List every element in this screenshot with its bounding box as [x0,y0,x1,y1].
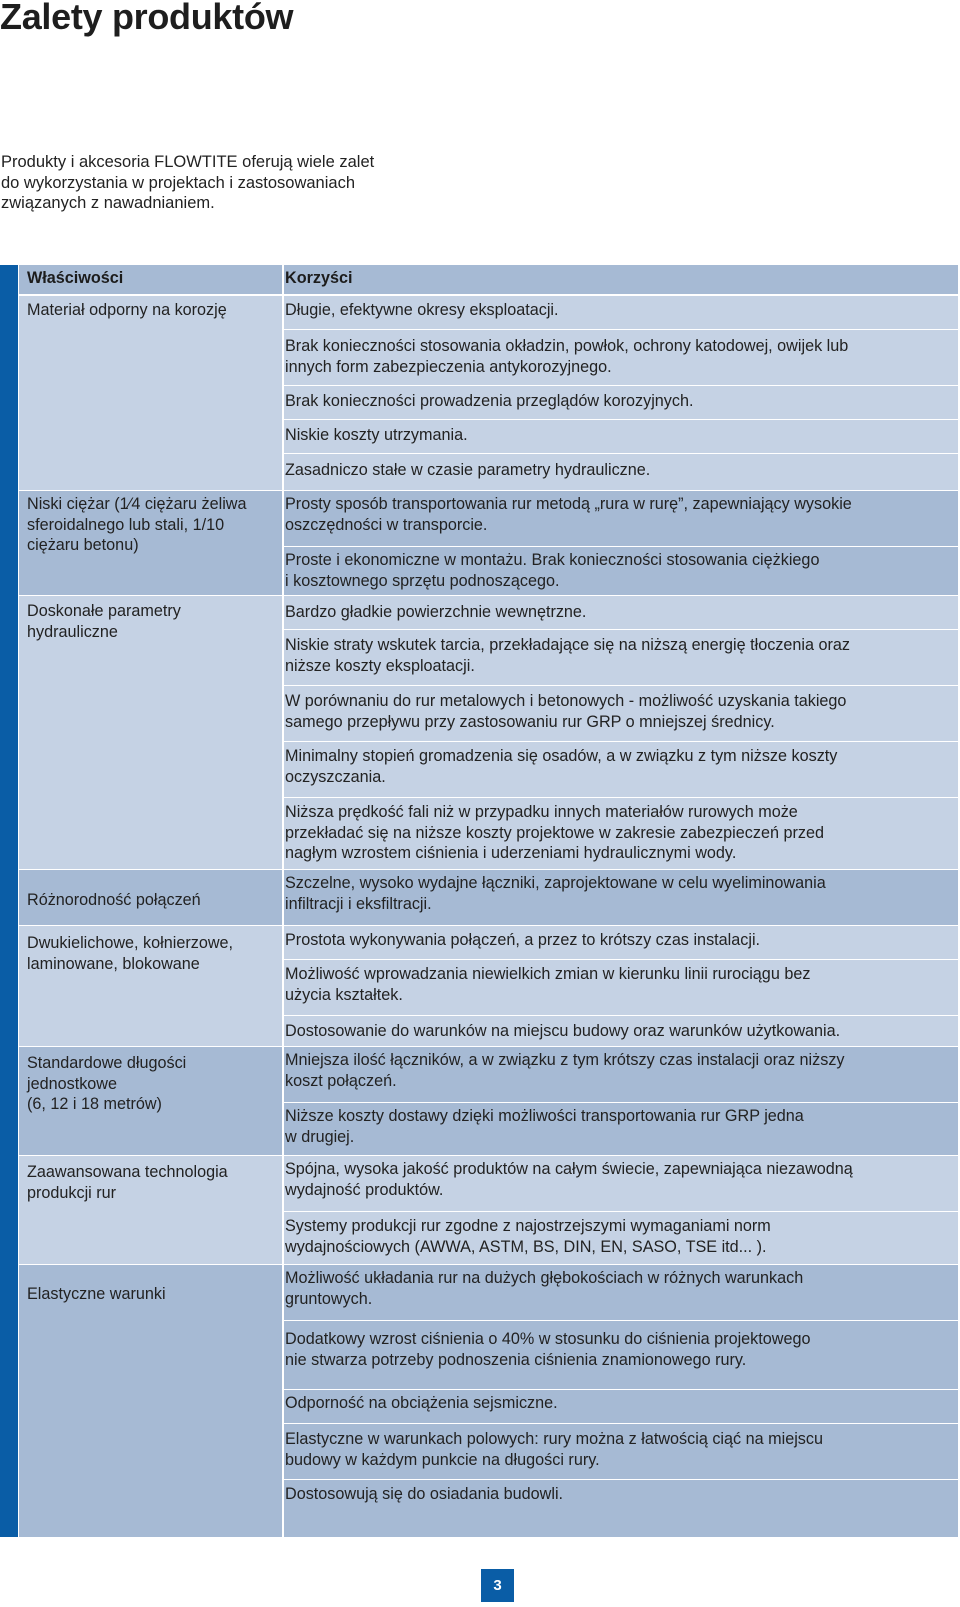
benefit-cell [284,630,958,685]
header-properties: Właściwości [19,265,282,294]
benefit-cell [284,1016,958,1046]
property-cell [19,870,282,925]
property-cell-line: Niski ciężar (1⁄4 ciężaru żeliwa [27,495,247,513]
property-cell-line: Dwukielichowe, kołnierzowe, [27,934,234,952]
benefit-cell-line: nie stwarza potrzeby podnoszenia ciśnienia znamionowego rury. [285,1350,747,1369]
intro-line: Produkty i akcesoria FLOWTITE oferują wiele zalet [1,153,375,171]
benefit-cell-line: koszt połączeń. [285,1071,397,1090]
benefit-cell-line: nagłym wzrostem ciśnienia i uderzeniami hydraulicznymi wody. [285,844,737,862]
benefit-cell-line: innych form zabezpieczenia antykorozyjnego. [285,357,612,376]
benefit-cell-line: Szczelne, wysoko wydajne łączniki, zaprojektowane w celu wyeliminowania [285,874,826,892]
header-benefits: Korzyści [284,265,958,294]
page-title: Zalety produktów [0,0,294,37]
benefit-cell [284,1156,958,1211]
benefit-cell-line: Minimalny stopień gromadzenia się osadów, a w związku z tym niższe koszty [285,747,838,765]
benefit-cell [284,330,958,385]
benefit-cell [284,1390,958,1423]
benefit-cell-line: wydajnościowych (AWWA, ASTM, BS, DIN, EN, SASO, TSE itd... ). [285,1237,767,1256]
benefit-cell-line: Mniejsza ilość łączników, a w związku z tym krótszy czas instalacji oraz niższy [285,1051,845,1069]
benefit-cell [284,870,958,925]
benefit-cell [284,1321,958,1389]
benefit-cell-line: przekładać się na niższe koszty projektowe w zakresie zabezpieczeń przed [285,823,824,842]
benefit-cell-line: użycia kształtek. [285,985,403,1004]
table-accent-bar [0,265,18,1537]
property-cell-line: ciężaru betonu) [27,536,139,554]
benefit-cell-line: Niższa prędkość fali niż w przypadku innych materiałów rurowych może [285,803,798,821]
property-cell-line: Różnorodność połączeń [27,891,201,909]
benefit-cell [284,742,958,797]
benefit-cell [284,547,958,595]
intro-line: związanych z nawadnianiem. [1,194,215,212]
benefit-cell-line: Odporność na obciążenia sejsmiczne. [285,1394,558,1412]
benefit-cell-line: Niskie koszty utrzymania. [285,426,468,444]
benefit-cell-line: Niskie straty wskutek tarcia, przekładające się na niższą energię tłoczenia oraz [285,636,851,654]
property-cell-line: Doskonałe parametry [27,602,181,620]
benefit-cell [284,1047,958,1102]
benefit-cell [284,926,958,959]
benefit-cell-line: Systemy produkcji rur zgodne z najostrzejszymi wymaganiami norm [285,1217,771,1235]
benefit-cell [284,454,958,490]
benefit-cell [284,1480,958,1537]
benefit-cell-line: oczyszczania. [285,767,386,786]
benefits-column [284,265,958,1537]
properties-benefits-table [0,265,958,1537]
property-cell [19,1156,282,1264]
benefit-cell-line: w drugiej. [285,1127,355,1146]
property-cell [19,1265,282,1537]
benefit-cell [284,798,958,869]
benefit-cell [284,960,958,1015]
intro-paragraph [1,152,441,214]
benefit-cell-line: Możliwość układania rur na dużych głębokościach w różnych warunkach [285,1269,804,1287]
property-cell-line: (6, 12 i 18 metrów) [27,1095,162,1113]
intro-line: do wykorzystania w projektach i zastosowaniach [1,173,356,192]
benefit-cell-line: Dostosowują się do osiadania budowli. [285,1485,564,1503]
property-cell-line: jednostkowe [27,1074,117,1093]
properties-column [19,265,282,1537]
benefit-cell-line: Możliwość wprowadzania niewielkich zmian w kierunku linii rurociągu bez [285,965,811,983]
page-number-badge: 3 [481,1569,514,1602]
benefit-cell-line: niższe koszty eksploatacji. [285,656,475,675]
benefit-cell-line: Niższe koszty dostawy dzięki możliwości transportowania rur GRP jedna [285,1107,804,1125]
benefit-cell [284,1212,958,1264]
property-cell [19,491,282,595]
property-cell [19,596,282,869]
property-cell-line: Elastyczne warunki [27,1285,166,1303]
benefit-cell [284,1424,958,1479]
benefit-cell-line: infiltracji i eksfiltracji. [285,894,432,913]
property-cell-line: sferoidalnego lub stali, 1/10 [27,515,225,534]
benefit-cell-line: wydajność produktów. [285,1180,444,1199]
benefit-cell-line: Zasadniczo stałe w czasie parametry hydrauliczne. [285,461,651,479]
benefit-cell-line: samego przepływu przy zastosowaniu rur GRP o mniejszej średnicy. [285,712,775,731]
benefit-cell-line: Spójna, wysoka jakość produktów na całym świecie, zapewniająca niezawodną [285,1160,853,1178]
benefit-cell-line: Elastyczne w warunkach polowych: rury można z łatwością ciąć na miejscu [285,1430,823,1448]
property-cell [19,296,282,490]
benefit-cell-line: Proste i ekonomiczne w montażu. Brak konieczności stosowania ciężkiego [285,551,820,569]
benefit-cell-line: Długie, efektywne okresy eksploatacji. [285,301,559,319]
benefit-cell-line: W porównaniu do rur metalowych i betonowych - możliwość uzyskania takiego [285,692,847,710]
benefit-cell [284,1103,958,1155]
benefit-cell-line: Dodatkowy wzrost ciśnienia o 40% w stosunku do ciśnienia projektowego [285,1330,811,1348]
benefit-cell [284,596,958,629]
benefit-cell [284,296,958,329]
property-cell-line: laminowane, blokowane [27,954,200,973]
benefit-cell [284,686,958,741]
benefit-cell-line: Bardzo gładkie powierzchnie wewnętrzne. [285,603,587,621]
benefit-cell-line: gruntowych. [285,1289,373,1308]
benefit-cell-line: budowy w każdym punkcie na długości rury. [285,1450,600,1469]
property-cell-line: produkcji rur [27,1183,117,1202]
benefit-cell-line: Prostota wykonywania połączeń, a przez to krótszy czas instalacji. [285,931,761,949]
property-cell-line: Materiał odporny na korozję [27,301,227,319]
benefit-cell-line: i kosztownego sprzętu podnoszącego. [285,571,560,590]
benefit-cell-line: Dostosowanie do warunków na miejscu budowy oraz warunków użytkowania. [285,1022,841,1040]
benefit-cell [284,491,958,546]
benefit-cell-line: Brak konieczności stosowania okładzin, powłok, ochrony katodowej, owijek lub [285,337,849,355]
benefit-cell-line: oszczędności w transporcie. [285,515,488,534]
property-cell-line: Standardowe długości [27,1054,187,1072]
benefit-cell [284,386,958,419]
benefit-cell-line: Brak konieczności prowadzenia przeglądów korozyjnych. [285,392,694,410]
benefit-cell [284,420,958,453]
property-cell [19,1047,282,1155]
benefit-cell [284,1265,958,1320]
benefit-cell-line: Prosty sposób transportowania rur metodą „rura w rurę”, zapewniający wysokie [285,495,852,513]
property-cell-line: Zaawansowana technologia [27,1163,228,1181]
property-cell-line: hydrauliczne [27,622,118,641]
property-cell [19,926,282,1046]
